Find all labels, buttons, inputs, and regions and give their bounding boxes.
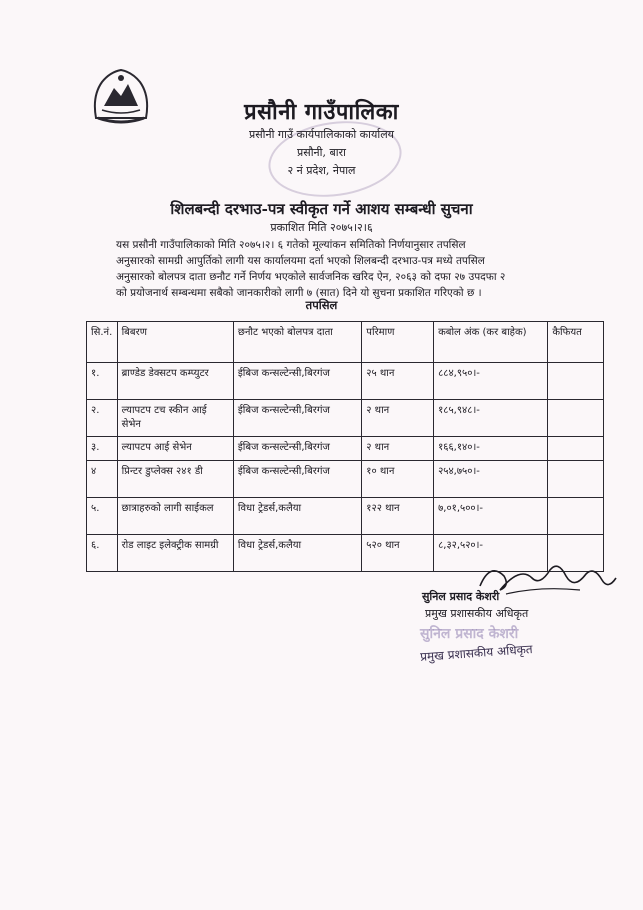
table-row	[87, 400, 604, 437]
cell-amount: २५४,७५०।-	[434, 461, 548, 498]
cell-bidder: विधा ट्रेडर्स,कलैया	[233, 498, 361, 535]
body-line: अनुसारको बोलपत्र दाता छनौट गर्ने निर्णय भएकोले सार्वजनिक खरिद ऐन, २०६३ को दफा २७ उपदफा २	[116, 271, 506, 283]
list-heading: तपसिल	[305, 298, 338, 312]
table-row	[87, 498, 604, 535]
table-header-row	[87, 322, 604, 363]
body-line: को प्रयोजनार्थ सम्बन्धमा सबैको जानकारीको लागी ७ (सात) दिने यो सुचना प्रकाशित गरिएको छ ।	[116, 287, 482, 299]
cell-qty: २ थान	[362, 400, 434, 437]
notice-body	[88, 237, 556, 301]
col-header-sn: सि.नं.	[87, 322, 118, 363]
body-line: यस प्रसौनी गाउँपालिकाको मिति २०७५।२। ६ गतेको मूल्यांकन समितिको निर्णयानुसार तपसिल	[116, 239, 466, 251]
table-row	[87, 363, 604, 400]
cell-qty: १० थान	[362, 461, 434, 498]
office-name: प्रसौनी गाउँ कार्यपालिकाको कार्यालय	[248, 128, 395, 141]
cell-sn: ४	[87, 461, 118, 498]
cell-qty: ५२० थान	[362, 535, 434, 572]
cell-item: छात्राहरुको लागी साईकल	[117, 498, 233, 535]
cell-qty: २ थान	[362, 437, 434, 461]
cell-item: प्रिन्टर डुप्लेक्स २४१ डी	[117, 461, 233, 498]
cell-sn: ५.	[87, 498, 118, 535]
signer-role: प्रमुख प्रशासकीय अधिकृत	[425, 607, 529, 620]
published-date: प्रकाशित मिति २०७५।२।६	[270, 221, 373, 234]
stamp-name: सुनिल प्रसाद केशरी	[420, 626, 519, 642]
table-row	[87, 437, 604, 461]
cell-amount: ८८४,९५०।-	[434, 363, 548, 400]
cell-qty: २५ थान	[362, 363, 434, 400]
district-line: प्रसौनी, बारा	[297, 146, 346, 159]
col-header-amount: कबोल अंक (कर बाहेक)	[434, 322, 548, 363]
cell-remarks	[548, 461, 604, 498]
cell-remarks	[548, 363, 604, 400]
body-line: अनुसारको सामग्री आपुर्तिको लागी यस कार्यालयमा दर्ता भएको शिलबन्दी दरभाउ-पत्र मध्ये तपसिल	[116, 255, 485, 267]
cell-item: रोड लाइट इलेक्ट्रीक सामग्री	[117, 535, 233, 572]
table-row	[87, 461, 604, 498]
stamp-role: प्रमुख प्रशासकीय अधिकृत	[419, 642, 534, 664]
municipality-title: प्रसौनी गाउँपालिका	[244, 99, 399, 125]
cell-bidder: ईबिज कन्सल्टेन्सी,बिरगंज	[233, 400, 361, 437]
col-header-remarks: कैफियत	[548, 322, 604, 363]
cell-item: ल्यापटप टच स्कीन आई सेभेन	[117, 400, 233, 437]
cell-remarks	[548, 400, 604, 437]
cell-remarks	[548, 437, 604, 461]
cell-bidder: ईबिज कन्सल्टेन्सी,बिरगंज	[233, 363, 361, 400]
cell-amount: ७,०१,५००।-	[434, 498, 548, 535]
cell-sn: ६.	[87, 535, 118, 572]
cell-qty: १२२ थान	[362, 498, 434, 535]
cell-bidder: ईबिज कन्सल्टेन्सी,बिरगंज	[233, 437, 361, 461]
cell-sn: २.	[87, 400, 118, 437]
col-header-qty: परिमाण	[362, 322, 434, 363]
cell-amount: १८५,९४८।-	[434, 400, 548, 437]
province-line: २ नं प्रदेश, नेपाल	[287, 164, 356, 177]
signer-name: सुनिल प्रसाद केशरी	[422, 590, 500, 603]
col-header-item: बिबरण	[117, 322, 233, 363]
cell-item: ल्यापटप आई सेभेन	[117, 437, 233, 461]
cell-amount: ८,३२,५२०।-	[434, 535, 548, 572]
cell-bidder: विधा ट्रेडर्स,कलैया	[233, 535, 361, 572]
cell-remarks	[548, 498, 604, 535]
cell-item: ब्राण्डेड डेक्सटप कम्प्युटर	[117, 363, 233, 400]
cell-amount: १६६,१४०।-	[434, 437, 548, 461]
cell-bidder: ईबिज कन्सल्टेन्सी,बिरगंज	[233, 461, 361, 498]
bid-table	[86, 321, 604, 572]
col-header-bidder: छनौट भएको बोलपत्र दाता	[233, 322, 361, 363]
cell-sn: ३.	[87, 437, 118, 461]
cell-sn: १.	[87, 363, 118, 400]
notice-subject: शिलबन्दी दरभाउ-पत्र स्वीकृत गर्ने आशय सम्बन्धी सुचना	[170, 200, 473, 218]
